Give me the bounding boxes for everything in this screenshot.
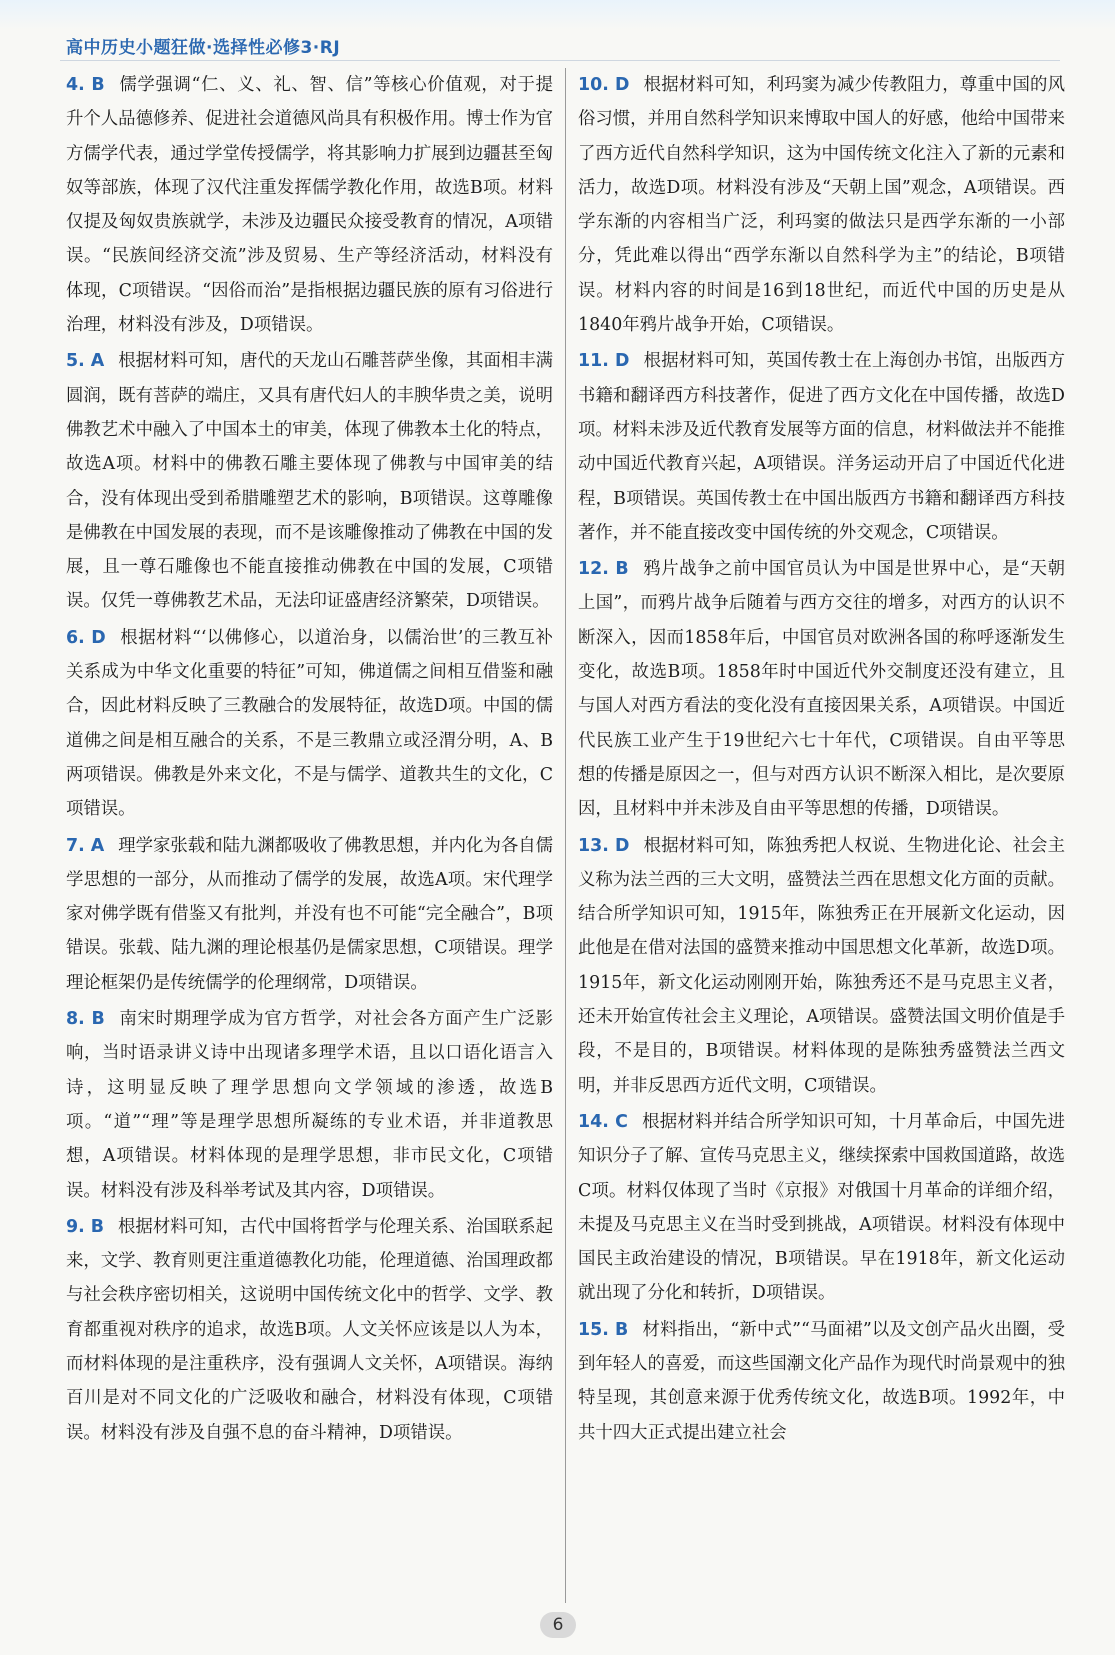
answer-item [66,344,553,618]
header-band [0,0,1115,30]
answer-explanation: 根据材料可知，唐代的天龙山石雕菩萨坐像，其面相丰满圆润，既有菩萨的端庄，又具有唐代妇人的丰腴华贵之美，说明佛教艺术中融入了中国本土的审美，体现了佛教本土化的特点，故选A项。材料中的佛教石雕主要体现了佛教与中国审美的结合，没有体现出受到希腊雕塑艺术的影响，B项错误。这尊雕像是佛教在中国发展的表现，而不是该雕像推动了佛教在中国的发展，且一尊石雕像也不能直接推动佛教在中国的发展，C项错误。仅凭一尊佛教艺术品，无法印证盛唐经济繁荣，D项错误。 [66,351,554,612]
answer-number: 5. A [66,351,105,372]
answer-explanation: 儒学强调“仁、义、礼、智、信”等核心价值观，对于提升个人品德修养、促进社会道德风尚具有积极作用。博士作为官方儒学代表，通过学堂传授儒学，将其影响力扩展到边疆甚至匈奴等部族，体现了汉代注重发挥儒学教化作用，故选B项。材料仅提及匈奴贵族就学，未涉及边疆民众接受教育的情况，A项错误。“民族间经济交流”涉及贸易、生产等经济活动，材料没有体现，C项错误。“因俗而治”是指根据边疆民族的原有习俗进行治理，材料没有涉及，D项错误。 [66,75,553,336]
answer-item [66,68,553,342]
right-column [578,68,1065,1452]
answer-number: 15. B [578,1319,629,1340]
answer-item [578,829,1065,1103]
header-divider [60,60,1060,61]
answer-explanation: 根据材料可知，古代中国将哲学与伦理关系、治国联系起来，文学、教育则更注重道德教化功能，伦理道德、治国理政都与社会秩序密切相关，这说明中国传统文化中的哲学、文学、教育都重视对秩序的追求，故选B项。人文关怀应该是以人为本，而材料体现的是注重秩序，没有强调人文关怀，A项错误。海纳百川是对不同文化的广泛吸收和融合，材料没有体现，C项错误。材料没有涉及自强不息的奋斗精神，D项错误。 [66,1216,553,1443]
left-column [66,68,553,1452]
page-number-badge [540,1612,576,1638]
answer-explanation: 根据材料“‘以佛修心，以道治身，以儒治世’的三教互补关系成为中华文化重要的特征”可知，佛道儒之间相互借鉴和融合，因此材料反映了三教融合的发展特征，故选D项。中国的儒道佛之间是相互融合的关系，不是三教鼎立或泾渭分明，A、B两项错误。佛教是外来文化，不是与儒学、道教共生的文化，C项错误。 [66,627,553,820]
answer-item [578,1105,1065,1311]
answer-explanation: 理学家张载和陆九渊都吸收了佛教思想，并内化为各自儒学思想的一部分，从而推动了儒学的发展，故选A项。宋代理学家对佛学既有借鉴又有批判，并没有也不可能“完全融合”，B项错误。张载、陆九渊的理论根基仍是儒家思想，C项错误。理学理论框架仍是传统儒学的伦理纲常，D项错误。 [66,835,554,993]
answer-number: 8. B [66,1009,105,1030]
answer-number: 13. D [578,835,630,856]
answer-number: 6. D [66,627,106,648]
answer-explanation: 根据材料并结合所学知识可知，十月革命后，中国先进知识分子了解、宣传马克思主义，继续探索中国救国道路，故选C项。材料仅体现了当时《京报》对俄国十月革命的详细介绍，未提及马克思主义在当时受到挑战，A项错误。材料没有体现中国民主政治建设的情况，B项错误。早在1918年，新文化运动就出现了分化和转折，D项错误。 [578,1111,1065,1304]
answer-item [66,829,553,1000]
answer-number: 10. D [578,75,630,95]
answer-explanation: 材料指出，“新中式”“马面裙”以及文创产品火出圈，受到年轻人的喜爱，而这些国潮文化产品作为现代时尚景观中的独特呈现，其创意来源于优秀传统文化，故选B项。1992年，中共十四大正式提出建立社会 [578,1319,1065,1443]
answer-explanation: 南宋时期理学成为官方哲学，对社会各方面产生广泛影响，当时语录讲义诗中出现诸多理学术语，且以口语化语言入诗，这明显反映了理学思想向文学领域的渗透，故选B项。“道”“理”等是理学思想所凝练的专业术语，并非道教思想，A项错误。材料体现的是理学思想，非市民文化，C项错误。材料没有涉及科举考试及其内容，D项错误。 [66,1009,553,1201]
answer-number: 14. C [578,1111,628,1132]
answer-item [66,621,553,827]
answer-item [578,1313,1065,1450]
answer-explanation: 根据材料可知，英国传教士在上海创办书馆，出版西方书籍和翻译西方科技著作，促进了西方文化在中国传播，故选D项。材料未涉及近代教育发展等方面的信息，材料做法并不能推动中国近代教育兴起，A项错误。洋务运动开启了中国近代化进程，B项错误。英国传教士在中国出版西方书籍和翻译西方科技著作，并不能直接改变中国传统的外交观念，C项错误。 [578,351,1065,543]
answer-explanation: 根据材料可知，利玛窦为减少传教阻力，尊重中国的风俗习惯，并用自然科学知识来博取中国人的好感，他给中国带来了西方近代自然科学知识，这为中国传统文化注入了新的元素和活力，故选D项。材料没有涉及“天朝上国”观念，A项错误。西学东渐的内容相当广泛，利玛窦的做法只是西学东渐的一小部分，凭此难以得出“西学东渐以自然科学为主”的结论，B项错误。材料内容的时间是16到18世纪，而近代中国的历史是从1840年鸦片战争开始，C项错误。 [578,75,1065,336]
answer-item [578,344,1065,550]
answer-item [578,552,1065,826]
answer-item [66,1210,553,1450]
answer-number: 4. B [66,75,105,95]
answer-number: 12. B [578,559,629,580]
answer-explanation: 鸦片战争之前中国官员认为中国是世界中心，是“天朝上国”，而鸦片战争后随着与西方交往的增多，对西方的认识不断深入，因而1858年后，中国官员对欧洲各国的称呼逐渐发生变化，故选B项。1858年时中国近代外交制度还没有建立，且与国人对西方看法的变化没有直接因果关系，A项错误。中国近代民族工业产生于19世纪六七十年代，C项错误。自由平等思想的传播是原因之一，但与对西方认识不断深入相比，是次要原因，且材料中并未涉及自由平等思想的传播，D项错误。 [578,559,1065,820]
answer-item [66,1002,553,1208]
answer-explanation: 根据材料可知，陈独秀把人权说、生物进化论、社会主义称为法兰西的三大文明，盛赞法兰西在思想文化方面的贡献。结合所学知识可知，1915年，陈独秀正在开展新文化运动，因此他是在借对法国的盛赞来推动中国思想文化革新，故选D项。1915年，新文化运动刚刚开始，陈独秀还不是马克思主义者，还未开始宣传社会主义理论，A项错误。盛赞法国文明价值是手段，不是目的，B项错误。材料体现的是陈独秀盛赞法兰西文明，并非反思西方近代文明，C项错误。 [578,835,1065,1096]
book-title: 高中历史小题狂做·选择性必修3·RJ [66,38,341,58]
answer-number: 11. D [578,351,630,372]
answer-item [578,68,1065,342]
page-number: 6 [552,1615,564,1635]
answer-number: 9. B [66,1216,105,1237]
column-divider [565,68,566,1603]
answer-number: 7. A [66,835,105,856]
